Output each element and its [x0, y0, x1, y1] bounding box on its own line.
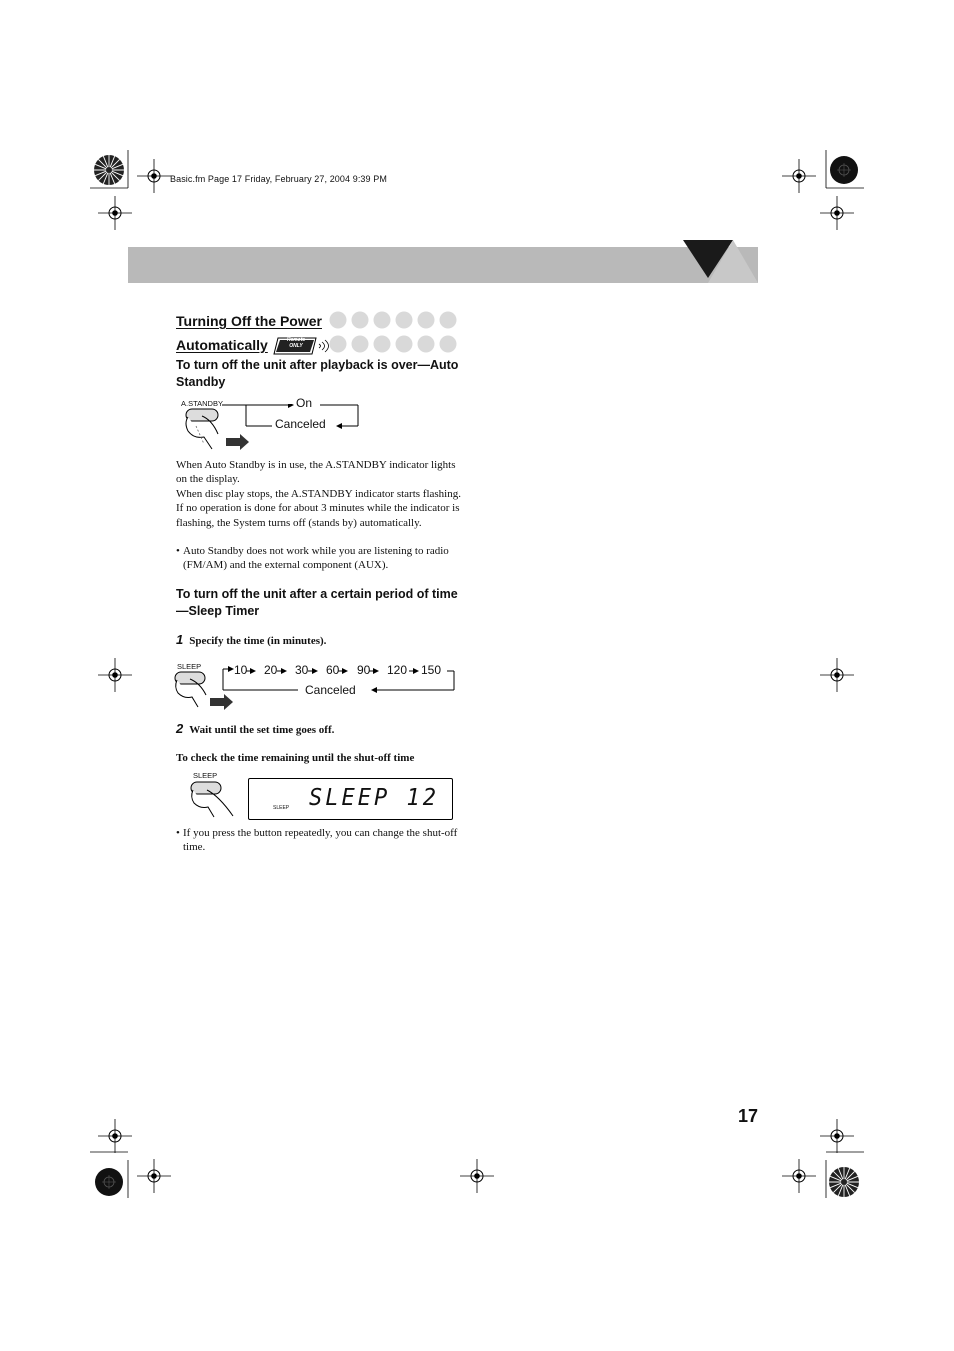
step-1-text: Specify the time (in minutes). [189, 635, 327, 647]
display-readout: SLEEP 12 [309, 785, 439, 812]
section-title [176, 309, 466, 357]
corner-triangle-icon [683, 238, 763, 288]
auto-standby-para1: When Auto Standby is in use, the A.STANDBY indicator lights on the display. [176, 459, 456, 486]
seq-20: 20 [264, 663, 278, 677]
auto-standby-para2: When disc play stops, the A.STANDBY indicator starts flashing. If no operation is done for about 3 minutes while the indicator is flashing, the System turns off (stands by) automatically. [176, 488, 461, 529]
sleep-timer-bullet: • If you press the button repeatedly, you can change the shut-off time. [176, 826, 461, 855]
header-band [128, 247, 758, 283]
step-2-number: 2 [176, 721, 184, 736]
auto-standby-bullet: • Auto Standby does not work while you are listening to radio (FM/AM) and the external component (AUX). [176, 544, 461, 573]
seq-120: 120 [387, 663, 408, 677]
lcd-display [248, 778, 453, 820]
step-1 [176, 632, 326, 647]
sleep-timer-heading: To turn off the unit after a certain period of time —Sleep Timer [176, 587, 458, 618]
display-sleep-indicator: SLEEP [273, 805, 290, 811]
remote-badge-line1: Remote [286, 337, 306, 343]
section-title-line1: Turning Off the Power [176, 313, 322, 329]
file-info-header: Basic.fm Page 17 Friday, February 27, 2004 9:39 PM [170, 174, 387, 184]
step-2 [176, 721, 334, 736]
cycle-on-label: On [296, 396, 313, 410]
check-sleep-button-label: SLEEP [193, 771, 218, 780]
seq-60: 60 [326, 663, 340, 677]
cycle-canceled-label: Canceled [275, 417, 326, 431]
sleep-button-label: SLEEP [177, 662, 202, 671]
seq-150: 150 [421, 663, 442, 677]
check-remaining-heading: To check the time remaining until the shut-off time [176, 752, 415, 764]
remote-badge-line2: ONLY [289, 342, 303, 349]
seq-10: 10 [234, 663, 248, 677]
page-number: 17 [738, 1106, 759, 1126]
a-standby-diagram [176, 404, 366, 454]
step-2-text: Wait until the set time goes off. [189, 724, 335, 736]
sleep-timer-bullet-text: If you press the button repeatedly, you can change the shut-off time. [183, 827, 458, 854]
seq-30: 30 [295, 663, 309, 677]
a-standby-button-label: A.STANDBY [181, 399, 223, 408]
finger-press-icon [185, 778, 240, 823]
seq-90: 90 [357, 663, 371, 677]
sleep-canceled-label: Canceled [305, 683, 356, 697]
remote-signal-icon [319, 340, 329, 352]
auto-standby-heading: To turn off the unit after playback is over—Auto Standby [176, 358, 459, 389]
section-title-line2: Automatically [176, 337, 268, 353]
auto-standby-bullet-text: Auto Standby does not work while you are listening to radio (FM/AM) and the external component (AUX). [183, 545, 449, 572]
step-1-number: 1 [176, 632, 184, 647]
